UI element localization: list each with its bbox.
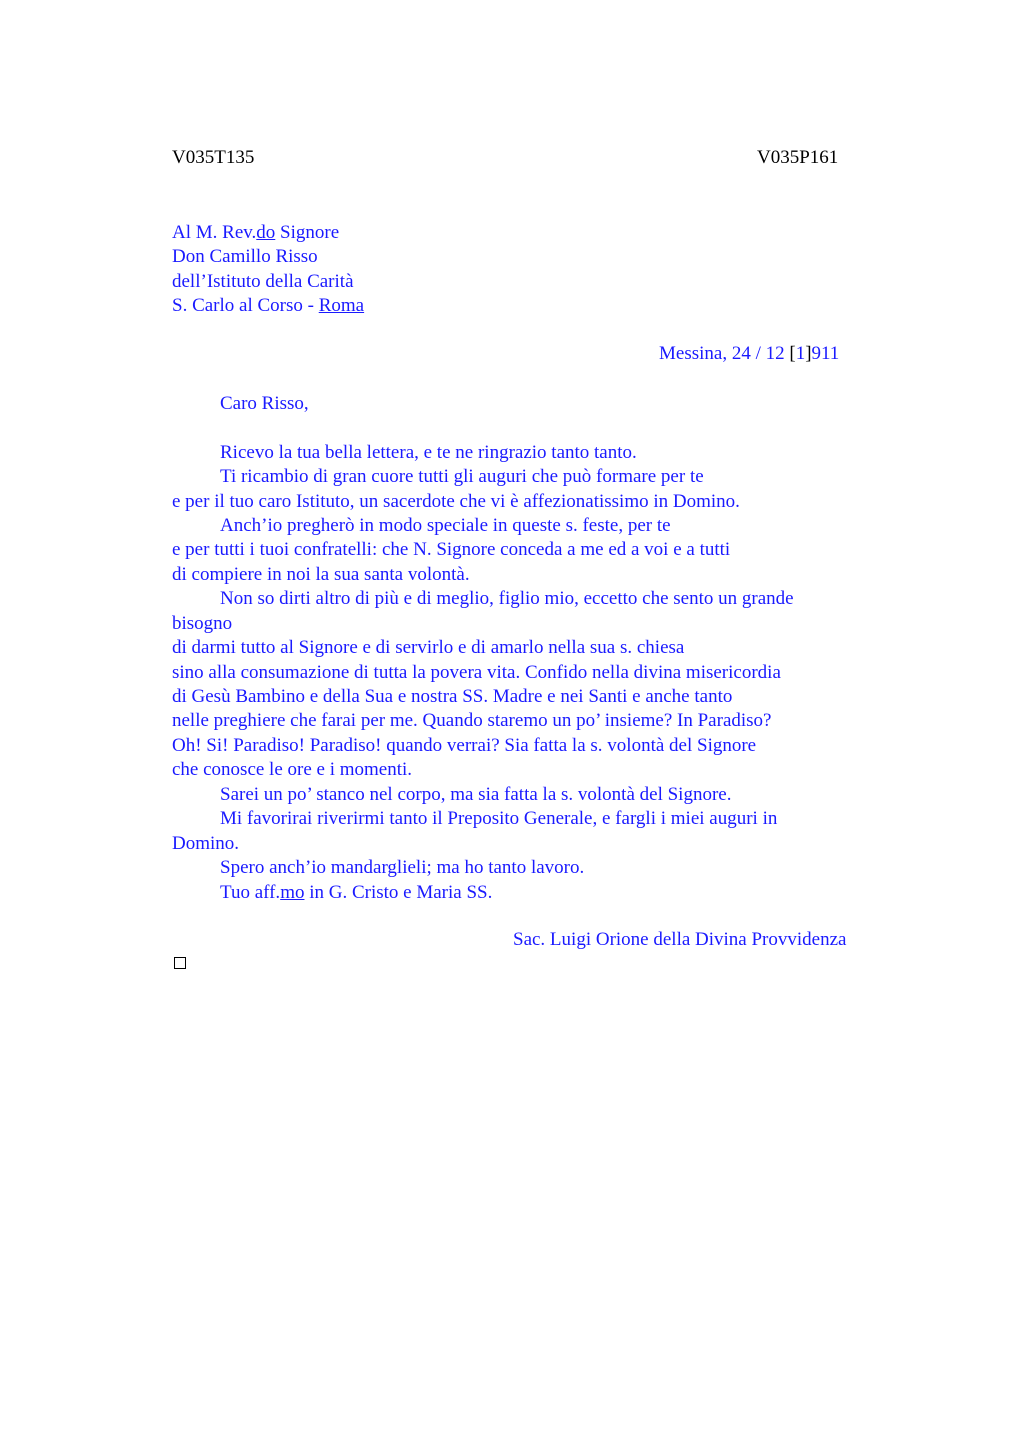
empty-box-icon (174, 957, 186, 969)
signature: Sac. Luigi Orione della Divina Provvidenza (513, 929, 847, 950)
body-line: Mi favorirai riverirmi tanto il Preposito Generale, e fargli i miei auguri in (220, 808, 778, 829)
address-line-1: Al M. Rev.do Signore (172, 222, 340, 243)
body-line: di darmi tutto al Signore e di servirlo e di amarlo nella sua s. chiesa (172, 637, 685, 658)
address-line-4: S. Carlo al Corso - Roma (172, 295, 365, 316)
body-line: che conosce le ore e i momenti. (172, 759, 413, 780)
body-line: nelle preghiere che farai per me. Quando staremo un po’ insieme? In Paradiso? (172, 710, 772, 731)
body-line: Anch’io pregherò in modo speciale in queste s. feste, per te (220, 515, 671, 536)
body-line: Non so dirti altro di più e di meglio, figlio mio, eccetto che sento un grande (220, 588, 794, 609)
body-line: Oh! Si! Paradiso! Paradiso! quando verrai? Sia fatta la s. volontà del Signore (172, 735, 757, 756)
body-line: bisogno (172, 613, 233, 634)
body-line: sino alla consumazione di tutta la povera vita. Confido nella divina misericordia (172, 662, 781, 683)
body-line: e per il tuo caro Istituto, un sacerdote che vi è affezionatissimo in Domino. (172, 491, 740, 512)
body-line: di compiere in noi la sua santa volontà. (172, 564, 470, 585)
letter-date: Messina, 24 / 12 [1]911 (659, 343, 840, 364)
body-line: Spero anch’io mandarglieli; ma ho tanto lavoro. (220, 857, 585, 878)
body-line: Domino. (172, 833, 240, 854)
document-code-left: V035T135 (172, 147, 255, 168)
body-line: e per tutti i tuoi confratelli: che N. Signore conceda a me ed a voi e a tutti (172, 539, 731, 560)
body-line: Ti ricambio di gran cuore tutti gli auguri che può formare per te (220, 466, 704, 487)
body-line: Sarei un po’ stanco nel corpo, ma sia fatta la s. volontà del Signore. (220, 784, 732, 805)
address-line-2: Don Camillo Risso (172, 246, 318, 267)
body-line: di Gesù Bambino e della Sua e nostra SS. Madre e nei Santi e anche tanto (172, 686, 733, 707)
document-code-right: V035P161 (757, 147, 839, 168)
closing-line: Tuo aff.mo in G. Cristo e Maria SS. (220, 882, 493, 903)
address-line-3: dell’Istituto della Carità (172, 271, 354, 292)
body-line: Ricevo la tua bella lettera, e te ne ringrazio tanto tanto. (220, 442, 637, 463)
salutation: Caro Risso, (220, 393, 309, 414)
